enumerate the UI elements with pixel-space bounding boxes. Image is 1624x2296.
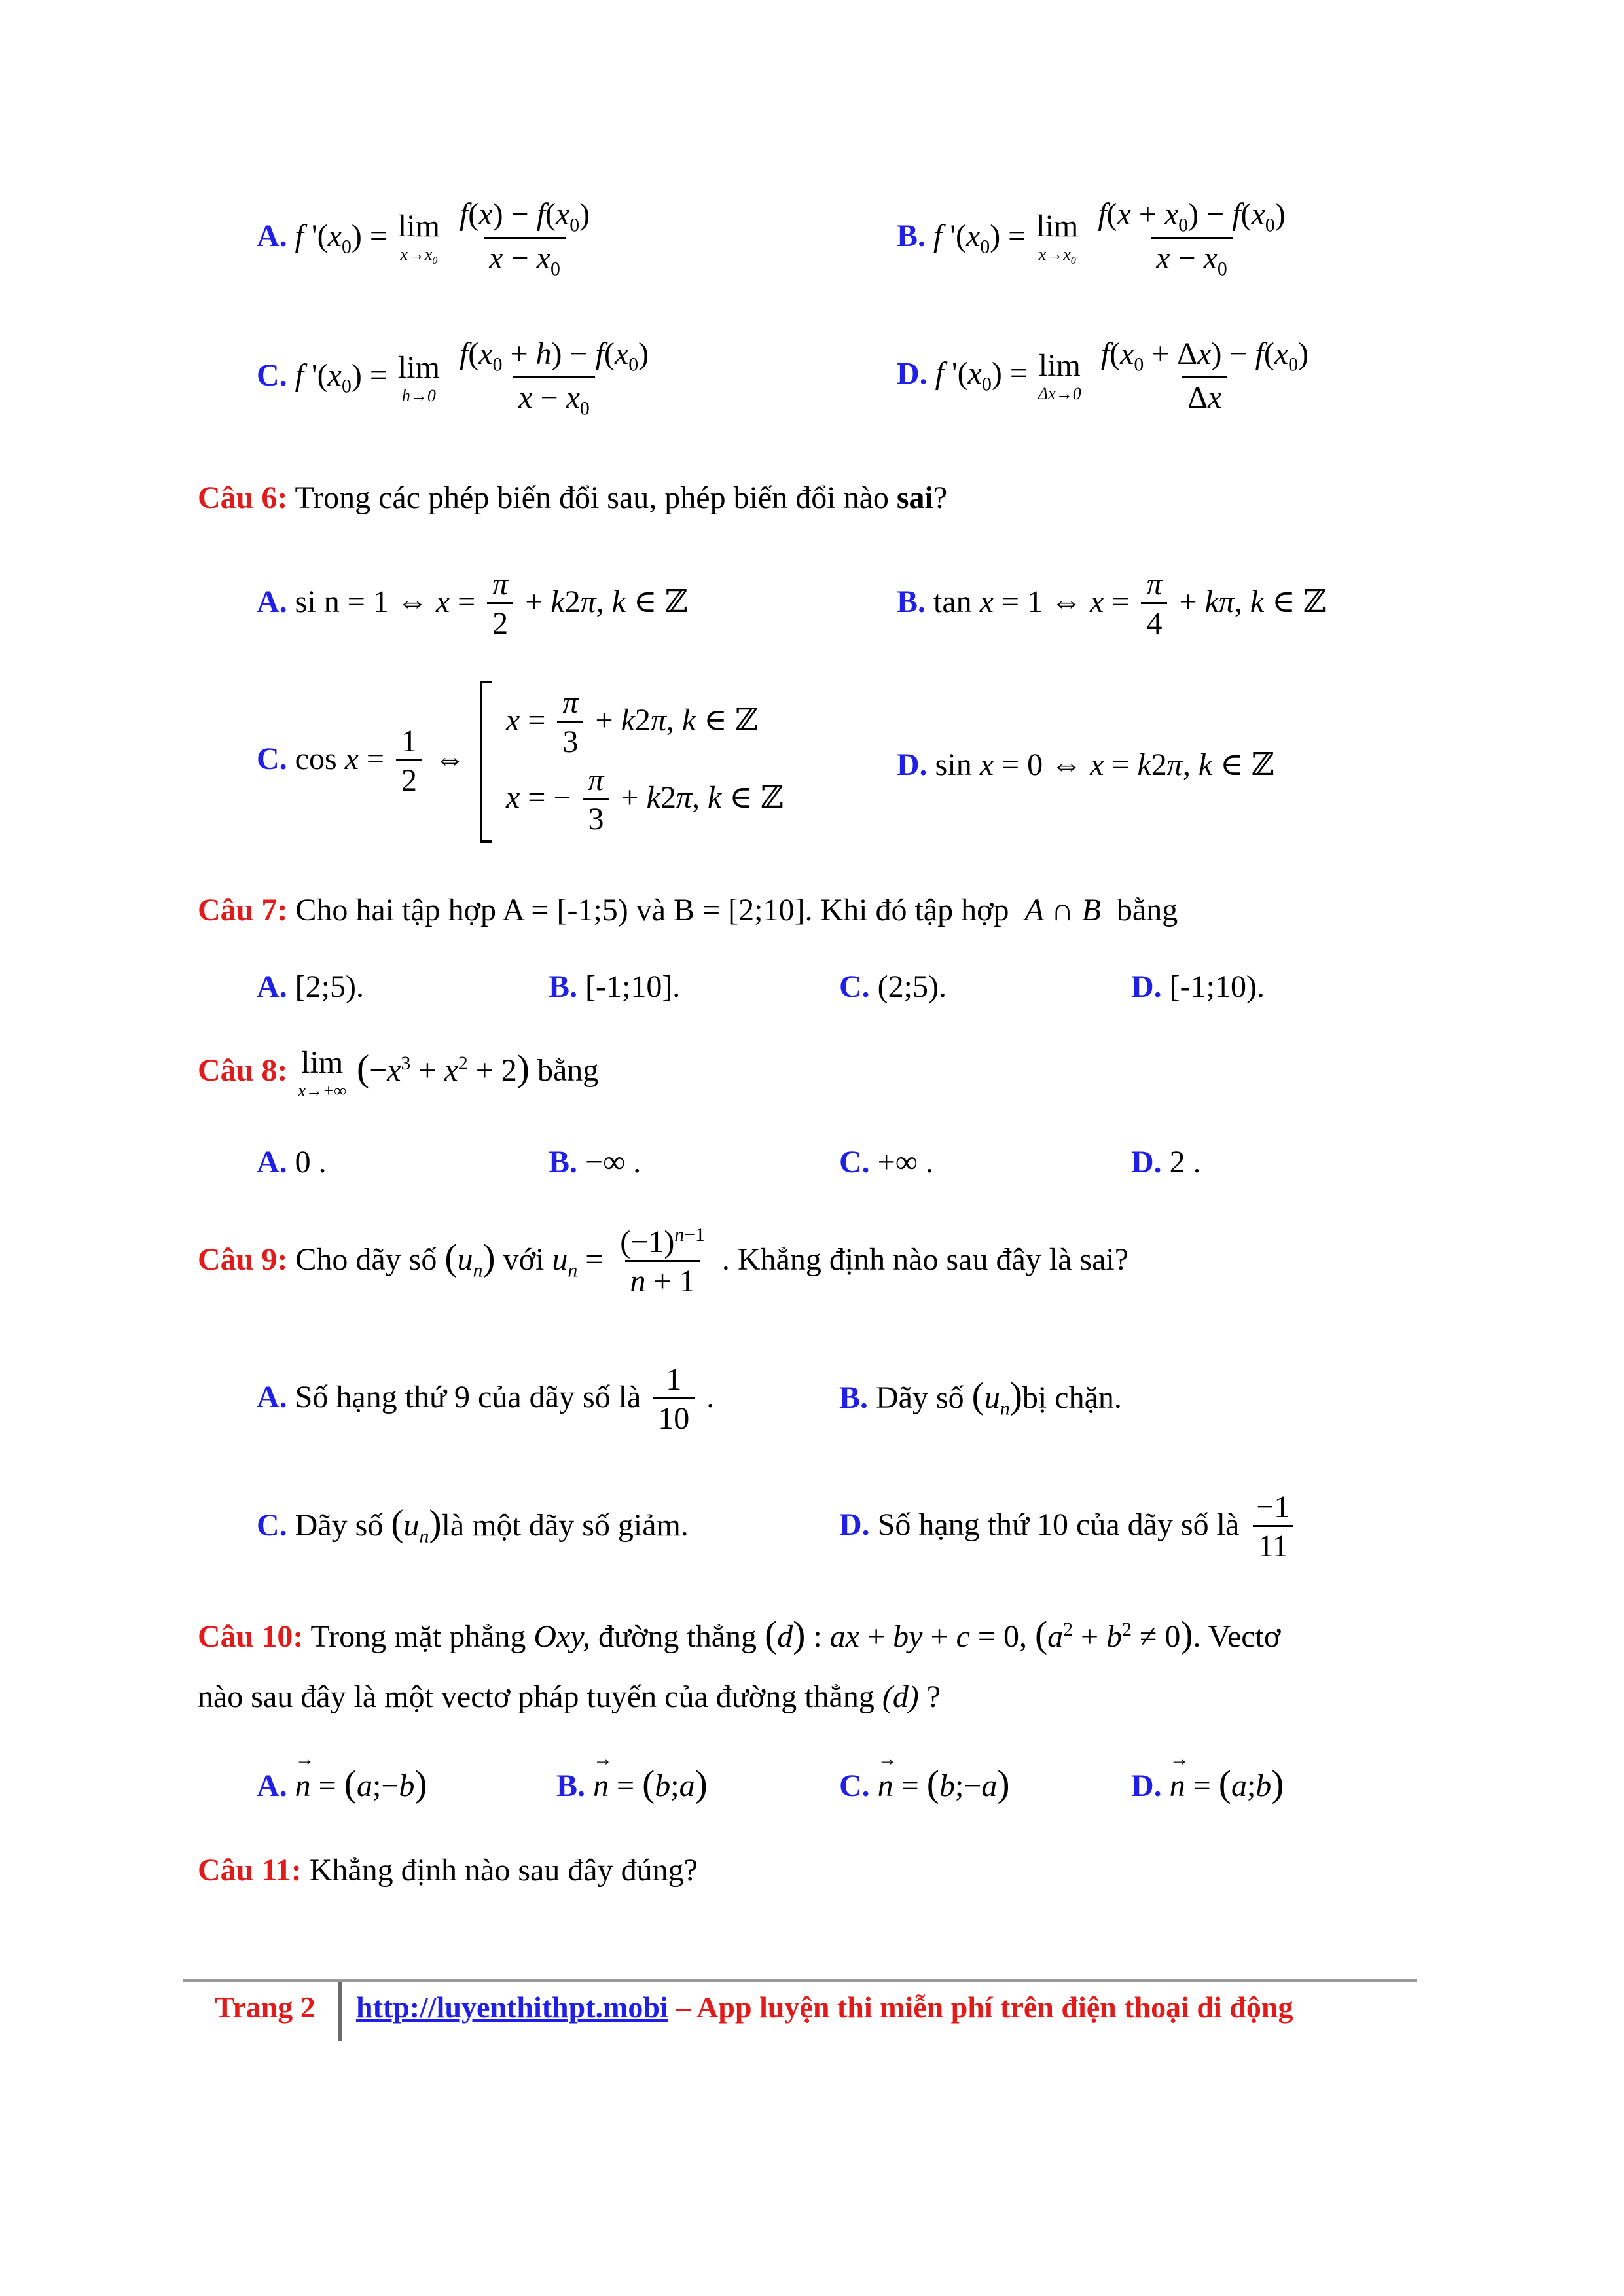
formula: (d) : ax + by + c = 0, $(a^2 + b^2 \ne 0)$: [765, 1614, 1193, 1655]
q7-option-c: [839, 969, 947, 1005]
option-label: D.: [1131, 1145, 1162, 1179]
formula: → n = (a;b): [1170, 1768, 1284, 1803]
formula: → n = (a;−b): [295, 1768, 427, 1803]
option-label: D.: [1131, 1768, 1162, 1803]
question-text: . Vectơ: [1193, 1619, 1281, 1654]
question-end: ?: [926, 1679, 941, 1714]
option-label: B.: [839, 1380, 869, 1415]
formula: $\frac{1}{10}$ .: [649, 1380, 714, 1414]
option-text: Dãy số: [295, 1508, 384, 1543]
q8-option-b: [549, 1144, 641, 1180]
question-10-line2: [198, 1679, 941, 1715]
question-text: Trong các phép biến đổi sau, phép biến đổi nào: [295, 480, 889, 515]
option-label: D.: [897, 356, 928, 391]
option-label: B.: [549, 1145, 578, 1179]
option-label: B.: [556, 1768, 586, 1803]
question-text: Khẳng định nào sau đây đúng?: [309, 1853, 698, 1888]
q5-option-c: [257, 336, 658, 421]
question-label: Câu 11:: [198, 1853, 302, 1888]
option-text: 0 .: [295, 1145, 327, 1179]
q7-option-a: [257, 969, 364, 1005]
option-label: A.: [257, 584, 287, 620]
question-text: . Khẳng định nào sau đây là sai?: [721, 1242, 1129, 1278]
q7-option-b: [549, 969, 680, 1005]
option-label: C.: [257, 1508, 287, 1543]
formula: si n = 1 ⇔ x = $\frac{\pi}{2}$ + k2π, k ∈ ℤ: [295, 584, 688, 619]
option-label: B.: [549, 969, 578, 1004]
question-label: Câu 7:: [198, 893, 288, 927]
page-number: Trang 2: [215, 1990, 316, 2024]
option-label: D.: [897, 747, 928, 782]
formula: A ∩ B: [1017, 893, 1109, 927]
option-text: +∞ .: [877, 1145, 933, 1179]
q10-option-d: [1131, 1763, 1284, 1805]
q10-option-a: [257, 1763, 427, 1805]
option-text: [2;5).: [295, 969, 364, 1004]
question-label: Câu 9:: [198, 1242, 288, 1278]
formula: f '$(x_0)$ = lim $x\to x_0$ $\frac{f(x) - f(x_0)}{x - x_0}$: [295, 219, 599, 253]
option-text: Số hạng thứ 10 của dãy số là: [877, 1507, 1240, 1543]
question-end: bằng: [537, 1053, 599, 1088]
footer-divider: [183, 1979, 1417, 1982]
option-label: C.: [839, 969, 870, 1004]
option-label: B.: [897, 218, 926, 253]
question-7: [198, 892, 1178, 928]
question-10: [198, 1613, 1280, 1656]
option-label: C.: [839, 1145, 870, 1179]
formula: f '$(x_0)$ = lim h→0 $\frac{f(x_0 + h) - f(x_0)}{x - x_0}$: [295, 358, 658, 393]
q6-option-a: [257, 566, 688, 643]
option-text: (2;5).: [877, 969, 947, 1004]
option-text: [-1;10].: [585, 969, 681, 1004]
q10-option-c: [839, 1763, 1010, 1805]
question-text: nào sau đây là một vectơ pháp tuyến của đường thẳng: [198, 1679, 875, 1714]
option-text: 2 .: [1169, 1145, 1201, 1179]
formula: sin x = 0 ⇔ x = k2π, k ∈ ℤ: [935, 747, 1274, 782]
question-end: bằng: [1116, 893, 1178, 927]
question-end: ?: [933, 480, 948, 515]
q8-option-c: [839, 1144, 933, 1180]
question-text: Trong mặt phẳng: [310, 1619, 526, 1654]
footer-tagline: – App luyện thi miễn phí trên điện thoại di động: [676, 1990, 1293, 2024]
question-6: [198, 480, 947, 516]
formula: $u_n$ = $\frac{(-1)^{n-1}}{n + 1}$: [552, 1242, 722, 1277]
formula: f '$(x_0)$ = lim Δx→0 $\frac{f(x_0 + \Delta x) - f(x_0)}{\Delta x}$: [935, 356, 1318, 391]
formula: cos x = $\frac{1}{2}$ ⇔ x = $\frac{\pi}{3}$ + k2π, k ∈ ℤ x = − $\frac{\pi}{3}$ + k2π, k ∈ ℤ: [295, 742, 784, 776]
option-label: C.: [257, 742, 287, 777]
formula: → n = (b;−a): [878, 1768, 1010, 1803]
option-text: bị chặn.: [1022, 1380, 1122, 1415]
option-label: A.: [257, 1768, 287, 1803]
q5-option-d: [897, 336, 1318, 418]
option-text: [-1;10).: [1169, 969, 1265, 1004]
question-label: Câu 8:: [198, 1053, 288, 1088]
option-text: −∞ .: [585, 1145, 641, 1179]
formula: $\frac{-1}{11}$: [1247, 1507, 1299, 1542]
formula: $(u_n)$: [391, 1503, 442, 1547]
q8-option-d: [1131, 1144, 1201, 1180]
formula: lim x→+∞ $(-x^3 + x^2 + 2)$: [298, 1045, 530, 1100]
q10-option-b: [556, 1763, 708, 1805]
q6-option-b: [897, 566, 1326, 643]
q9-option-a: [257, 1361, 714, 1439]
option-label: D.: [1131, 969, 1162, 1004]
option-text: là một dãy số giảm.: [441, 1508, 689, 1543]
footer-link[interactable]: http://luyenthithpt.mobi: [356, 1990, 668, 2024]
bracket: [480, 681, 492, 843]
question-text: (d): [882, 1679, 919, 1714]
q9-option-c: [257, 1502, 689, 1548]
question-text: với: [503, 1242, 545, 1278]
question-8: [198, 1047, 598, 1100]
option-label: A.: [257, 1145, 287, 1179]
question-9: [198, 1224, 1128, 1301]
option-label: D.: [839, 1507, 870, 1543]
option-label: A.: [257, 1380, 287, 1415]
option-label: A.: [257, 218, 287, 253]
option-label: C.: [257, 357, 287, 393]
q5-option-b: [897, 196, 1295, 281]
formula: f '$(x_0)$ = lim $x\to x_0$ $\frac{f(x + x_0) - f(x_0)}{x - x_0}$: [933, 219, 1295, 253]
question-emphasis: sai: [896, 480, 933, 515]
question-text: Cho hai tập hợp A = [-1;5) và B = [2;10]. Khi đó tập hợp: [295, 893, 1009, 927]
option-label: A.: [257, 969, 287, 1004]
q9-option-d: [839, 1489, 1299, 1566]
q8-option-a: [257, 1144, 327, 1180]
option-text: Dãy số: [876, 1380, 964, 1415]
question-text: Oxy,: [533, 1619, 591, 1654]
q7-option-d: [1131, 969, 1265, 1005]
q5-option-a: [257, 196, 599, 281]
formula: tan x = 1 ⇔ x = $\frac{\pi}{4}$ + kπ, k ∈ ℤ: [933, 584, 1326, 619]
option-label: C.: [839, 1768, 870, 1803]
q6-option-c: [257, 681, 784, 843]
q6-option-d: [897, 746, 1274, 783]
formula: $(u_n)$: [971, 1375, 1022, 1420]
option-label: B.: [897, 584, 926, 620]
q9-option-b: [839, 1374, 1122, 1420]
option-text: Số hạng thứ 9 của dãy số là: [295, 1380, 641, 1415]
question-label: Câu 6:: [198, 480, 288, 515]
question-text: Cho dãy số: [295, 1242, 437, 1278]
footer-separator: [338, 1982, 342, 2041]
question-11: [198, 1852, 698, 1888]
footer-content: [356, 1990, 1293, 2024]
question-label: Câu 10:: [198, 1619, 304, 1654]
formula: → n = (b;a): [593, 1768, 708, 1803]
formula: $(u_n)$: [444, 1237, 496, 1282]
question-text: đường thẳng: [598, 1619, 757, 1654]
